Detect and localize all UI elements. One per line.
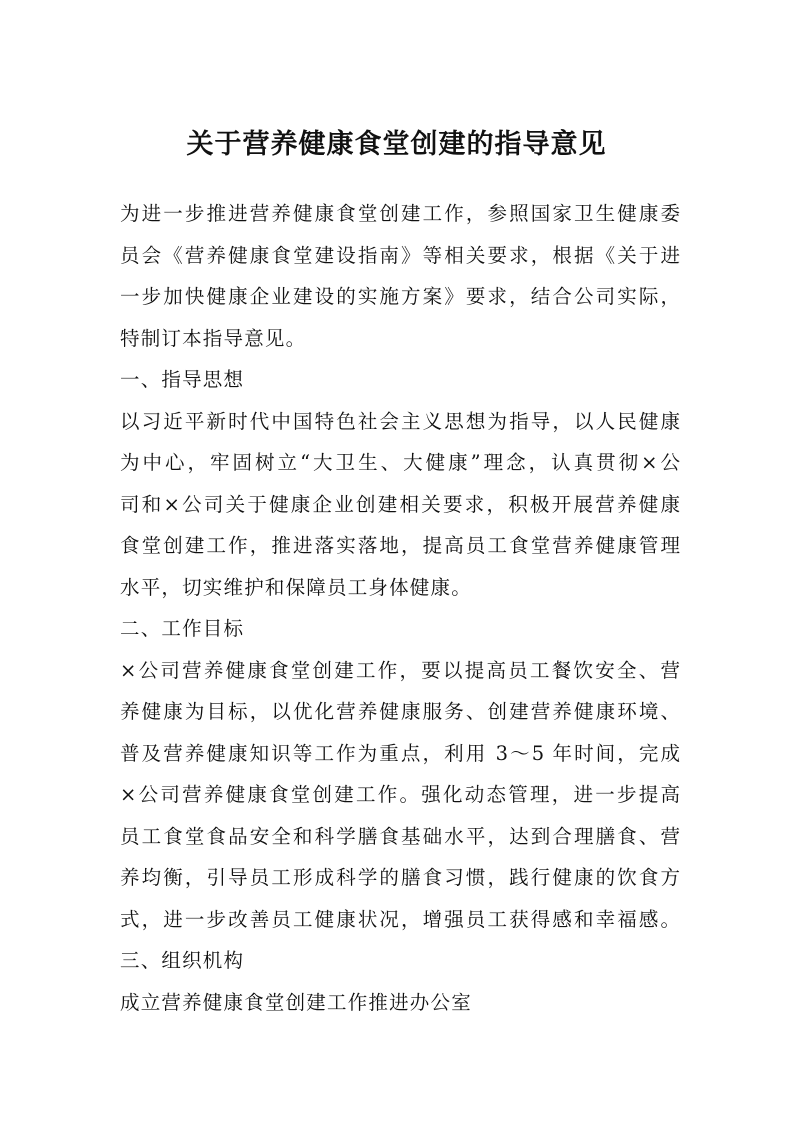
- section-heading: 二、工作目标: [120, 617, 245, 640]
- paragraph-line: 式，进一步改善员工健康状况，增强员工获得感和幸福感。: [120, 907, 680, 931]
- paragraph-line: 员工食堂食品安全和科学膳食基础水平，达到合理膳食、营: [120, 824, 680, 848]
- paragraph-line: ×公司营养健康食堂创建工作，要以提高员工餐饮安全、营: [120, 658, 680, 682]
- paragraph-line: 员会《营养健康食堂建设指南》等相关要求，根据《关于进: [120, 243, 680, 267]
- paragraph-line: 养均衡，引导员工形成科学的膳食习惯，践行健康的饮食方: [120, 866, 680, 889]
- paragraph-line: 以习近平新时代中国特色社会主义思想为指导，以人民健康: [120, 409, 680, 433]
- paragraph-line: 特制订本指导意见。: [120, 326, 307, 350]
- paragraph-line: 为进一步推进营养健康食堂创建工作，参照国家卫生健康委: [120, 202, 680, 225]
- paragraph-line: 普及营养健康知识等工作为重点，利用 3～5 年时间，完成: [120, 741, 680, 765]
- section-heading: 三、组织机构: [120, 949, 245, 972]
- paragraph-line: 成立营养健康食堂创建工作推进办公室: [120, 990, 472, 1014]
- paragraph-line: 为中心，牢固树立“大卫生、大健康”理念，认真贯彻×公: [120, 451, 680, 474]
- document-title: 关于营养健康食堂创建的指导意见: [186, 129, 607, 160]
- document-body: [120, 193, 680, 1023]
- paragraph-line: 食堂创建工作，推进落实落地，提高员工食堂营养健康管理: [120, 534, 680, 557]
- paragraph-line: 一步加快健康企业建设的实施方案》要求，结合公司实际，: [120, 285, 680, 308]
- paragraph-line: ×公司营养健康食堂创建工作。强化动态管理，进一步提高: [120, 783, 680, 806]
- paragraph-line: 水平，切实维护和保障员工身体健康。: [120, 575, 472, 599]
- paragraph-line: 养健康为目标，以优化营养健康服务、创建营养健康环境、: [120, 700, 680, 723]
- paragraph-line: 司和×公司关于健康企业创建相关要求，积极开展营养健康: [120, 492, 680, 516]
- section-heading: 一、指导思想: [120, 368, 245, 391]
